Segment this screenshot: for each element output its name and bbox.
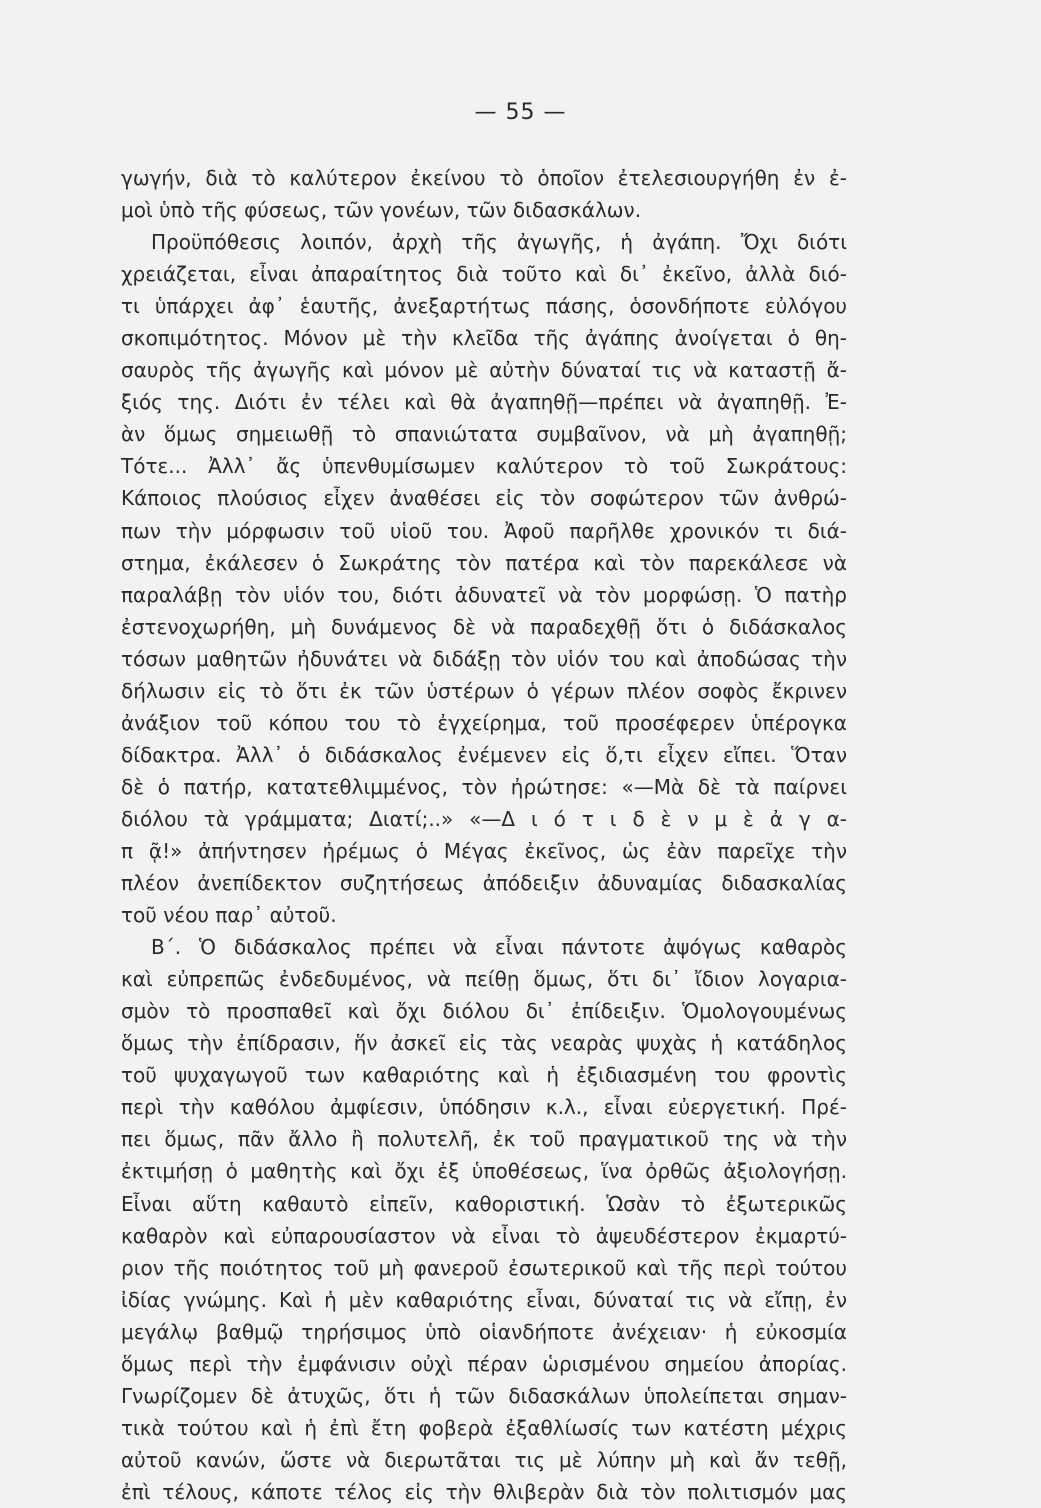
text-line: δίδακτρα. Ἀλλ᾿ ὁ διδάσκαλος ἐνέμενεν εἰς ὅ,τι εἶχεν εἴπει. Ὅταν	[121, 742, 847, 767]
text-line: σμὸν τὸ προσπαθεῖ καὶ ὄχι διόλου δι᾿ ἐπίδειξιν. Ὁμολογουμένως	[121, 999, 847, 1024]
text-body	[121, 162, 847, 1508]
text-line: καὶ εὐπρεπῶς ἐνδεδυμένος, νὰ πείθῃ ὅμως, ὅτι δι᾿ ἴδιον λογαρια-	[121, 967, 847, 992]
text-line: περὶ τὴν καθόλου ἀμφίεσιν, ὑπόδησιν κ.λ., εἶναι εὐεργετική. Πρέ-	[121, 1095, 847, 1120]
text-line: δήλωσιν εἰς τὸ ὅτι ἐκ τῶν ὑστέρων ὁ γέρων πλέον σοφὸς ἔκρινεν	[121, 678, 847, 703]
text-line: στημα, ἐκάλεσεν ὁ Σωκράτης τὸν πατέρα καὶ τὸν παρεκάλεσε νὰ	[121, 550, 847, 575]
text-line: καθαρὸν καὶ εὐπαρουσίαστον νὰ εἶναι τὸ ἀψευδέστερον ἐκμαρτύ-	[121, 1223, 847, 1248]
text-line: Προϋπόθεσις λοιπόν, ἀρχὴ τῆς ἀγωγῆς, ἡ ἀγάπη. Ὄχι διότι	[151, 230, 847, 255]
text-line: χρειάζεται, εἶναι ἀπαραίτητος διὰ τοῦτο καὶ δι᾿ ἐκεῖνο, ἀλλὰ διό-	[121, 262, 847, 287]
text-line: ἐκτιμήσῃ ὁ μαθητὴς καὶ ὄχι ἐξ ὑποθέσεως, ἵνα ὀρθῶς ἀξιολογήσῃ.	[121, 1159, 847, 1184]
text-line: π ᾷ!» ἀπήντησεν ἠρέμως ὁ Μέγας ἐκεῖνος, ὡς ἐὰν παρεῖχε τὴν	[121, 838, 847, 863]
text-line: Γνωρίζομεν δὲ ἀτυχῶς, ὅτι ἡ τῶν διδασκάλων ὑπολείπεται σημαν-	[121, 1383, 847, 1408]
text-line: Κάποιος πλούσιος εἶχεν ἀναθέσει εἰς τὸν σοφώτερον τῶν ἀνθρώ-	[121, 486, 847, 511]
text-line: πλέον ἀνεπίδεκτον συζητήσεως ἀπόδειξιν ἀδυναμίας διδασκαλίας	[121, 871, 847, 896]
text-line: ὰν ὅμως σημειωθῇ τὸ σπανιώτατα συμβαῖνον, νὰ μὴ ἀγαπηθῇ;	[121, 422, 847, 447]
text-line: ὅμως τὴν ἐπίδρασιν, ἥν ἀσκεῖ εἰς τὰς νεαρὰς ψυχὰς ἡ κατάδηλος	[121, 1031, 847, 1056]
text-line: πει ὅμως, πᾶν ἄλλο ἢ πολυτελῆ, ἐκ τοῦ πραγματικοῦ της νὰ τὴν	[121, 1127, 847, 1152]
text-line: ἀνάξιον τοῦ κόπου του τὸ ἐγχείρημα, τοῦ προσέφερεν ὑπέρογκα	[121, 710, 847, 735]
text-line: αὐτοῦ κανών, ὥστε νὰ διερωτᾶται τις μὲ λύπην μὴ καὶ ἄν τεθῇ,	[121, 1447, 847, 1472]
text-line: Τότε... Ἀλλ᾿ ἄς ὑπενθυμίσωμεν καλύτερον τὸ τοῦ Σωκράτους:	[121, 454, 847, 479]
text-line: ἰδίας γνώμης. Καὶ ἡ μὲν καθαριότης εἶναι, δύναταί τις νὰ εἴπῃ, ἐν	[121, 1287, 847, 1312]
text-line: δὲ ὁ πατήρ, κατατεθλιμμένος, τὸν ἠρώτησε: «—Μὰ δὲ τὰ παίρνει	[121, 774, 847, 799]
text-line: τοῦ νέου παρ᾿ αὐτοῦ.	[121, 903, 337, 928]
text-line: μεγάλῳ βαθμῷ τηρήσιμος ὑπὸ οἱανδήποτε ἀνέχειαν· ἡ εὐκοσμία	[121, 1319, 847, 1344]
text-line: παραλάβῃ τὸν υἱόν του, διότι ἀδυνατεῖ νὰ τὸν μορφώσῃ. Ὁ πατὴρ	[121, 582, 847, 607]
text-line: γωγήν, διὰ τὸ καλύτερον ἐκείνου τὸ ὁποῖον ἐτελεσιουργήθη ἐν ἐ-	[121, 166, 847, 190]
text-line: σαυρὸς τῆς ἀγωγῆς καὶ μόνον μὲ αὐτὴν δύναταί τις νὰ καταστῇ ἄ-	[121, 358, 847, 383]
text-line: τι ὑπάρχει ἀφ᾿ ἑαυτῆς, ἀνεξαρτήτως πάσης, ὁσονδήποτε εὐλόγου	[121, 294, 847, 319]
text-line: ἐστενοχωρήθη, μὴ δυνάμενος δὲ νὰ παραδεχθῇ ὅτι ὁ διδάσκαλος	[121, 614, 847, 639]
text-line: τοῦ ψυχαγωγοῦ των καθαριότης καὶ ἡ ἐξιδιασμένη του φροντὶς	[121, 1063, 847, 1088]
text-line: Β΄. Ὁ διδάσκαλος πρέπει νὰ εἶναι πάντοτε ἀψόγως καθαρὸς	[151, 935, 847, 960]
text-line: ἐπὶ τέλους, κάποτε τέλος εἰς τὴν θλιβερὰν διὰ τὸν πολιτισμόν μας	[121, 1479, 847, 1504]
text-line: ὅμως περὶ τὴν ἐμφάνισιν οὐχὶ πέραν ὡρισμένου σημείου ἀπορίας.	[121, 1351, 847, 1376]
text-line: μοὶ ὑπὸ τῆς φύσεως, τῶν γονέων, τῶν διδασκάλων.	[121, 198, 642, 223]
text-line: τικὰ τούτου καὶ ἡ ἐπὶ ἔτη φοβερὰ ἐξαθλίωσίς των κατέστη μέχρις	[121, 1415, 847, 1440]
page-number: — 55 —	[474, 100, 567, 125]
text-line: σκοπιμότητος. Μόνον μὲ τὴν κλεῖδα τῆς ἀγάπης ἀνοίγεται ὁ θη-	[121, 326, 847, 351]
text-line: πων τὴν μόρφωσιν τοῦ υἱοῦ του. Ἀφοῦ παρῆλθε χρονικόν τι διά-	[121, 518, 847, 543]
text-line: ξιός της. Διότι ἐν τέλει καὶ θὰ ἀγαπηθῇ—πρέπει νὰ ἀγαπηθῇ. Ἐ-	[121, 390, 847, 415]
text-line: Εἶναι αὕτη καθαυτὸ εἰπεῖν, καθοριστική. Ὡσὰν τὸ ἐξωτερικῶς	[121, 1191, 847, 1216]
text-line: ριον τῆς ποιότητος τοῦ μὴ φανεροῦ ἐσωτερικοῦ καὶ τῆς περὶ τούτου	[121, 1255, 847, 1280]
text-line: διόλου τὰ γράμματα; Διατί;..» «—Δ ι ό τ ι δ ὲ ν μ ὲ ἀ γ α-	[121, 806, 847, 831]
text-line: τόσων μαθητῶν ἠδυνάτει νὰ διδάξῃ τὸν υἱόν του καὶ ἀποδώσας τὴν	[121, 646, 847, 671]
